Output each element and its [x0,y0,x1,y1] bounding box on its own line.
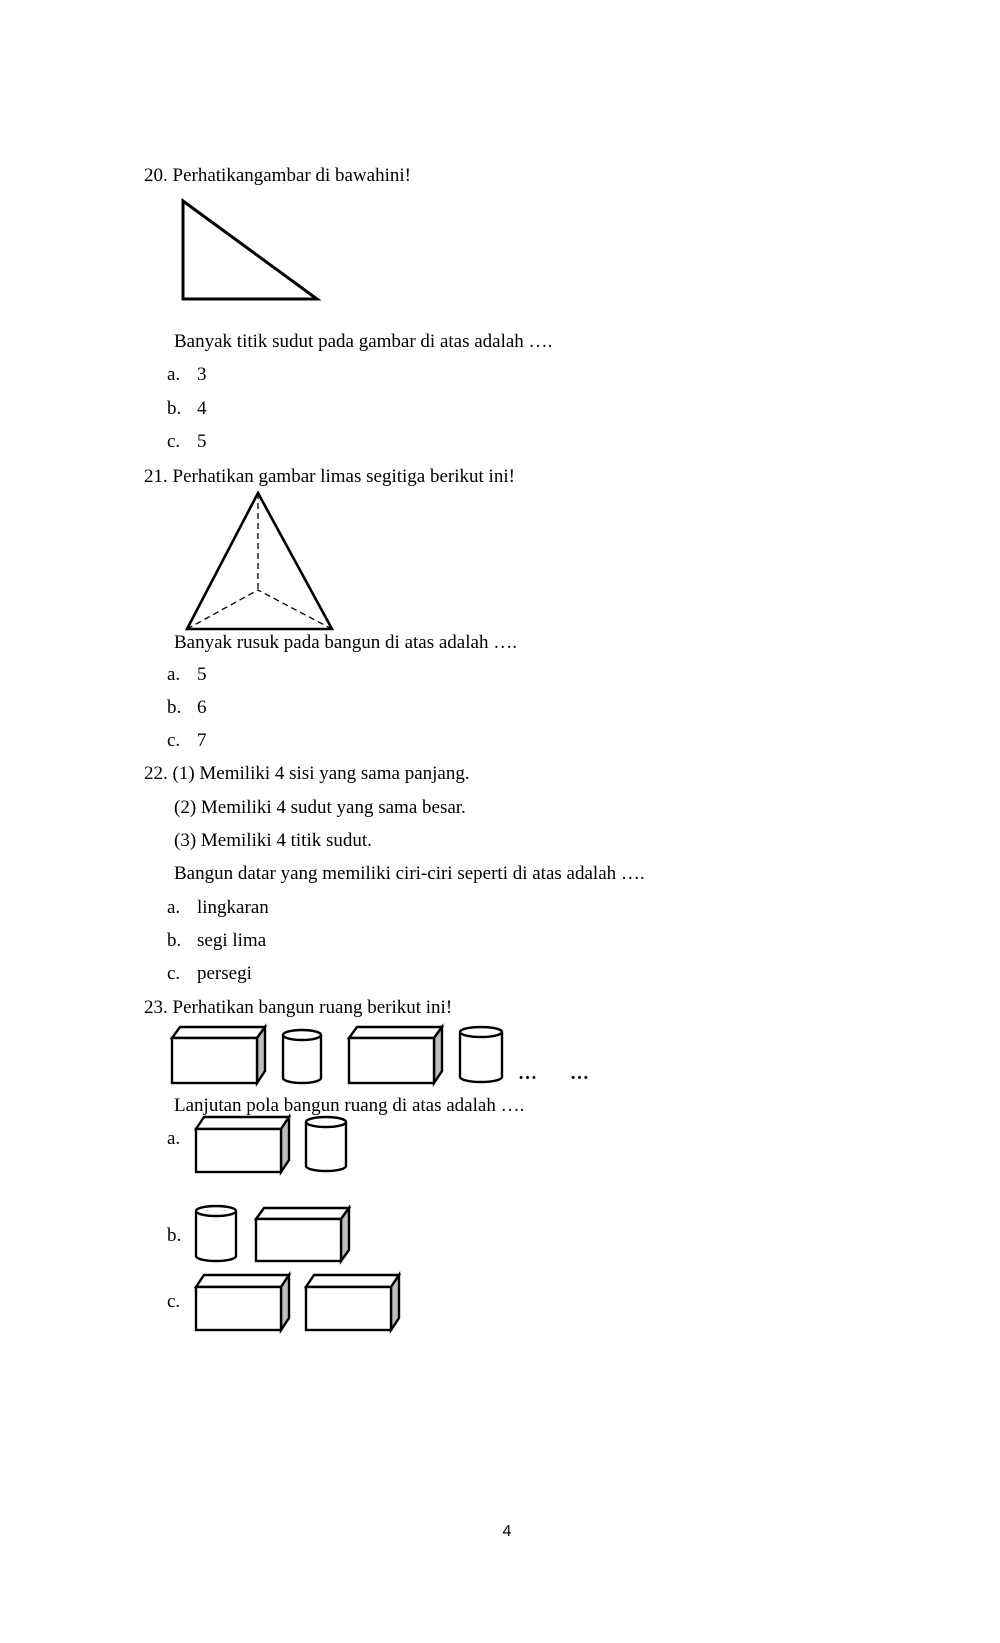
q23-option-a-figure [194,1115,354,1175]
q22-statement-3: (3) Memiliki 4 titik sudut. [174,830,372,851]
q22-number: 22. [144,763,168,784]
q22-option-c-text: persegi [197,963,252,984]
q23-number: 23. [144,997,168,1018]
q21-prompt [144,466,515,488]
q21-option-c-letter: c. [167,730,181,751]
q21-option-a-text: 5 [197,664,207,685]
q23-option-b-letter: b. [167,1225,182,1246]
page-number: 4 [502,1523,512,1540]
q22-statement-2: (2) Memiliki 4 sudut yang sama besar. [174,797,466,818]
q22-option-c-letter: c. [167,963,181,984]
q22-option-b-text: segi lima [197,930,267,951]
q23-option-b-figure [194,1203,354,1265]
q21-option-a-letter: a. [167,664,181,685]
q22-option-a-letter: a. [167,897,181,918]
q21-option-c-text: 7 [197,730,207,751]
q23-option-c-figure [194,1273,404,1335]
q21-prompt-text: Perhatikan gambar limas segitiga berikut ini! [172,466,515,487]
triangular-pyramid-figure [180,490,340,635]
cuboid-shape [256,1208,349,1261]
q21-stem: Banyak rusuk pada bangun di atas adalah …. [174,632,517,653]
q20-prompt-text: Perhatikangambar di bawahini! [172,165,411,186]
right-triangle-figure [175,197,320,307]
cuboid-shape [196,1275,289,1330]
q20-number: 20. [144,165,168,186]
q20-option-a-text: 3 [197,364,207,385]
q20-option-a-letter: a. [167,364,181,385]
q23-stem: Lanjutan pola bangun ruang di atas adalah …. [174,1095,525,1116]
cuboid-shape [172,1027,265,1083]
q20-option-c-letter: c. [167,431,181,452]
q20-option-b-text: 4 [197,398,207,419]
q23-option-a-letter: a. [167,1128,181,1149]
cylinder-shape [283,1030,321,1083]
q20-option-c-text: 5 [197,431,207,452]
q22-option-a-text: lingkaran [197,897,269,918]
cylinder-shape [306,1117,346,1171]
cylinder-shape [196,1206,236,1261]
shape-pattern-row [170,1025,510,1087]
pattern-ellipsis-2: … [570,1063,589,1084]
cuboid-shape [306,1275,399,1330]
q20-option-b-letter: b. [167,398,182,419]
q21-number: 21. [144,466,168,487]
cylinder-shape [460,1027,502,1082]
q22-stem: Bangun datar yang memiliki ciri-ciri seperti di atas adalah …. [174,863,645,884]
q21-option-b-text: 6 [197,697,207,718]
q20-stem: Banyak titik sudut pada gambar di atas adalah …. [174,331,553,352]
q21-option-b-letter: b. [167,697,182,718]
cuboid-shape [196,1117,289,1172]
pattern-ellipsis-1: … [518,1063,537,1084]
q22-statement-1 [144,763,470,785]
q20-prompt [144,165,411,187]
q23-option-c-letter: c. [167,1291,181,1312]
q23-prompt [144,997,452,1019]
q22-option-b-letter: b. [167,930,182,951]
q22-statement-1-text: (1) Memiliki 4 sisi yang sama panjang. [172,763,470,784]
cuboid-shape [349,1027,442,1083]
q23-prompt-text: Perhatikan bangun ruang berikut ini! [172,997,453,1018]
